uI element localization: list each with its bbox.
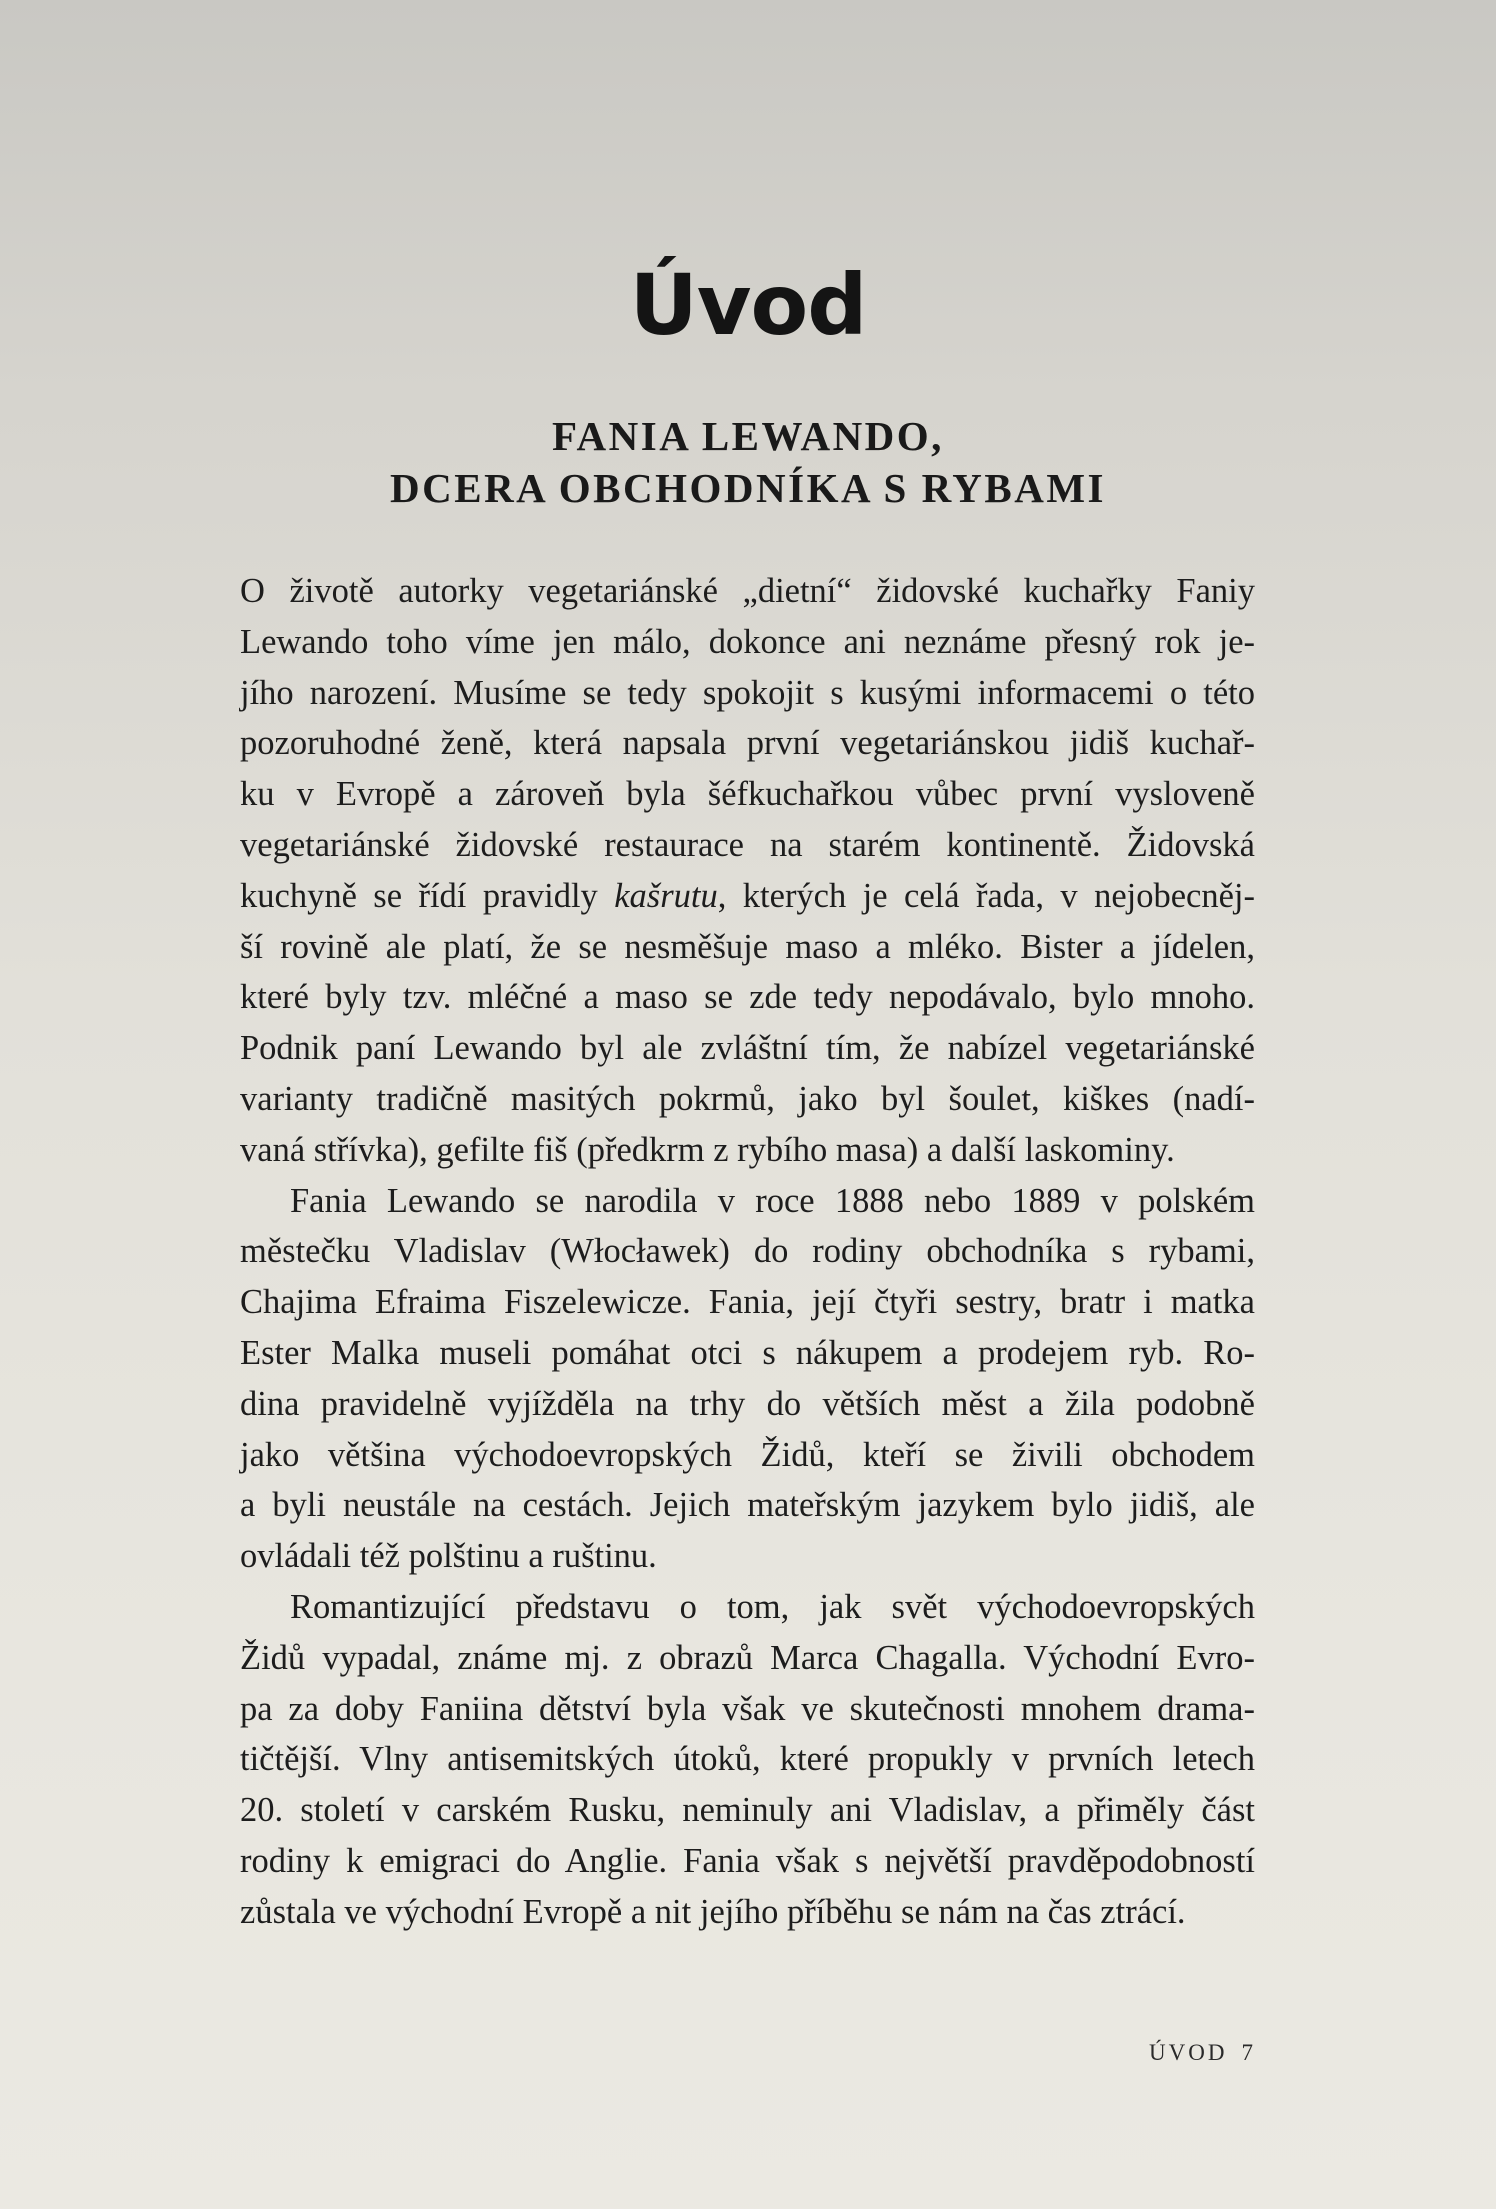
- text-line: varianty tradičně masitých pokrmů, jako byl šoulet, kiškes (nadí-: [240, 1079, 1255, 1118]
- page-footer: [1149, 2040, 1253, 2066]
- text-line: městečku Vladislav (Włocławek) do rodiny obchodníka s rybami,: [240, 1232, 1255, 1271]
- chapter-title: Úvod: [629, 256, 867, 354]
- text-line: 20. století v carském Rusku, neminuly ani Vladislav, a přiměly část: [240, 1791, 1255, 1830]
- text-line: Fania Lewando se narodila v roce 1888 nebo 1889 v polském: [290, 1181, 1255, 1220]
- text-line: ku v Evropě a zároveň byla šéfkuchařkou vůbec první vysloveně: [240, 775, 1255, 814]
- text-line: rodiny k emigraci do Anglie. Fania však s největší pravděpodobností: [240, 1841, 1255, 1880]
- text-line: pozoruhodné ženě, která napsala první vegetariánskou jidiš kuchař-: [240, 724, 1255, 763]
- text-line: ovládali též polštinu a ruštinu.: [240, 1537, 657, 1576]
- text-line: O životě autorky vegetariánské „dietní“ židovské kuchařky Faniy: [240, 572, 1255, 610]
- subtitle-line-2: DCERA OBCHODNÍKA S RYBAMI: [390, 465, 1106, 511]
- text-line: vaná střívka), gefilte fiš (předkrm z rybího masa) a další laskominy.: [240, 1130, 1175, 1169]
- text-line: ší rovině ale platí, že se nesměšuje maso a mléko. Bister a jídelen,: [240, 927, 1255, 966]
- text-segment: kuchyně se řídí pravidly kašrutu, kterých je celá řada, v nejobecněj-: [240, 876, 1255, 915]
- text-line: a byli neustále na cestách. Jejich mateřským jazykem bylo jidiš, ale: [240, 1486, 1255, 1525]
- text-line-with-italic: [240, 871, 1255, 922]
- italic-term: kašrutu: [614, 876, 718, 915]
- text-line: jako většina východoevropských Židů, kteří se živili obchodem: [240, 1435, 1255, 1474]
- text-line: Ester Malka museli pomáhat otci s nákupem a prodejem ryb. Ro-: [240, 1333, 1255, 1372]
- text-line: zůstala ve východní Evropě a nit jejího příběhu se nám na čas ztrácí.: [240, 1892, 1186, 1931]
- page-number: 7: [1241, 2040, 1253, 2065]
- subtitle-line-1: FANIA LEWANDO,: [552, 413, 944, 459]
- text-line: pa za doby Faniina dětství byla však ve skutečnosti mnohem drama-: [240, 1689, 1255, 1728]
- text-line: Chajima Efraima Fiszelewicze. Fania, její čtyři sestry, bratr i matka: [240, 1283, 1255, 1322]
- text-line: Lewando toho víme jen málo, dokonce ani neznáme přesný rok je-: [240, 622, 1255, 661]
- paragraph-1: [240, 566, 1255, 1176]
- text-line: vegetariánské židovské restaurace na starém kontinentě. Židovská: [240, 825, 1255, 864]
- paragraph-2: [240, 1176, 1255, 1582]
- text-line: Podnik paní Lewando byl ale zvláštní tím, že nabízel vegetariánské: [240, 1029, 1255, 1068]
- body-text: [240, 566, 1255, 1938]
- text-line: tičtější. Vlny antisemitských útoků, které propukly v prvních letech: [240, 1740, 1255, 1779]
- text-line: dina pravidelně vyjížděla na trhy do větších měst a žila podobně: [240, 1384, 1255, 1423]
- paragraph-3: [240, 1582, 1255, 1938]
- section-subtitle: [0, 410, 1496, 514]
- text-line: Židů vypadal, známe mj. z obrazů Marca Chagalla. Východní Evro-: [240, 1638, 1255, 1677]
- text-line: jího narození. Musíme se tedy spokojit s kusými informacemi o této: [240, 673, 1255, 712]
- text-line: Romantizující představu o tom, jak svět východoevropských: [290, 1587, 1255, 1626]
- running-head: ÚVOD: [1149, 2040, 1228, 2065]
- text-line: které byly tzv. mléčné a maso se zde tedy nepodávalo, bylo mnoho.: [240, 978, 1255, 1017]
